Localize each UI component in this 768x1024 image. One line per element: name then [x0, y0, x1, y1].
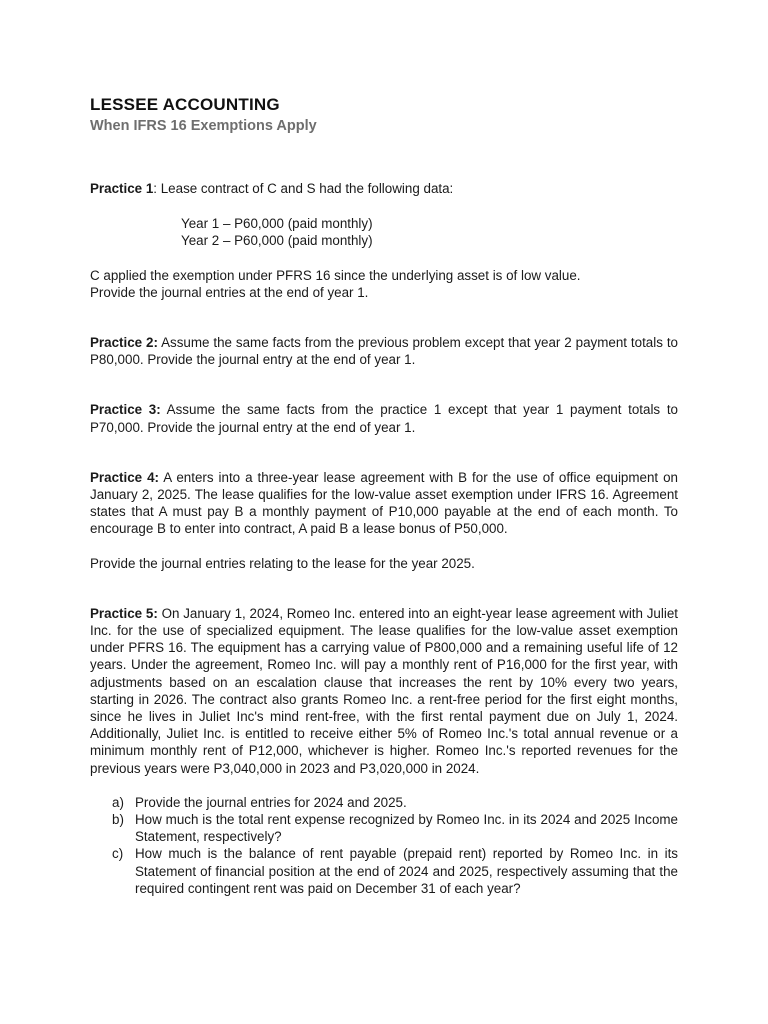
practice-2-label: Practice 2:: [90, 335, 158, 351]
page-subtitle: When IFRS 16 Exemptions Apply: [90, 118, 317, 134]
list-item-text: How much is the balance of rent payable (prepaid rent) reported by Romeo Inc. in its Statement of financial position at the end of 2024 and 2025, respectively assuming that the required contingent rent was paid on December 31 of each year?: [135, 846, 678, 896]
practice-1-line-2: Provide the journal entries at the end of year 1.: [90, 284, 369, 300]
practice-1-year-1: Year 1 – P60,000 (paid monthly): [181, 216, 373, 232]
practice-3-label: Practice 3:: [90, 402, 161, 418]
practice-1-data: [90, 215, 678, 249]
practice-1-label: Practice 1: [90, 181, 154, 196]
list-item: [112, 845, 678, 897]
practice-1-year-2: Year 2 – P60,000 (paid monthly): [181, 233, 373, 249]
practice-4: [90, 469, 678, 538]
practice-2-text: Assume the same facts from the previous problem except that year 2 payment totals to P80,000. Provide the journal entry at the end of year 1.: [90, 335, 678, 368]
list-item-text: Provide the journal entries for 2024 and 2025.: [135, 794, 407, 810]
list-item-text: How much is the total rent expense recognized by Romeo Inc. in its 2024 and 2025 Income Statement, respectively?: [135, 812, 678, 845]
practice-3-text: Assume the same facts from the practice 1 except that year 1 payment totals to P70,000. Provide the journal entry at the end of year 1.: [90, 402, 678, 435]
practice-5-label: Practice 5:: [90, 605, 158, 621]
practice-5-questions: [90, 794, 678, 897]
list-item-label: a): [112, 794, 124, 810]
practice-2: [90, 334, 678, 368]
practice-1-instructions: [90, 267, 678, 301]
practice-5: [90, 605, 678, 777]
list-item: [112, 811, 678, 845]
list-item-label: c): [112, 846, 124, 862]
practice-3: [90, 401, 678, 435]
page-title: LESSEE ACCOUNTING: [90, 95, 280, 114]
practice-1-line-1: C applied the exemption under PFRS 16 since the underlying asset is of low value.: [90, 267, 581, 283]
list-item: [112, 794, 678, 811]
list-item-label: b): [112, 812, 124, 828]
practice-4-label: Practice 4:: [90, 469, 159, 485]
practice-1-intro: [90, 180, 678, 197]
practice-5-text: On January 1, 2024, Romeo Inc. entered into an eight-year lease agreement with Juliet Inc. for the use of specialized equipment. The lease qualifies for the low-value asset exemption under PFRS 16. The equipment has a carrying value of P800,000 and a remaining useful life of 12 years. Under the agreement, Romeo Inc. will pay a monthly rent of P16,000 for the first year, with adjustments based on an escalation clause that increases the rent by 10% every two years, starting in 2026. The contract also grants Romeo Inc. a rent-free period for the first eight months, since he lives in Juliet Inc's mind rent-free, with the first rental payment due on July 1, 2024. Additionally, Juliet Inc. is entitled to receive either 5% of Romeo Inc.'s total annual revenue or a minimum monthly rent of P12,000, whichever is higher. Romeo Inc.'s reported revenues for the previous years were P3,040,000 in 2023 and P3,020,000 in 2024.: [90, 605, 678, 776]
practice-4-text: A enters into a three-year lease agreement with B for the use of office equipment on January 2, 2025. The lease qualifies for the low-value asset exemption under IFRS 16. Agreement states that A must pay B a monthly payment of P10,000 payable at the end of each month. To encourage B to enter into contract, A paid B a lease bonus of P50,000.: [90, 469, 678, 537]
practice-1-intro-text: : Lease contract of C and S had the following data:: [153, 181, 454, 196]
practice-4-tail: Provide the journal entries relating to the lease for the year 2025.: [90, 555, 475, 571]
